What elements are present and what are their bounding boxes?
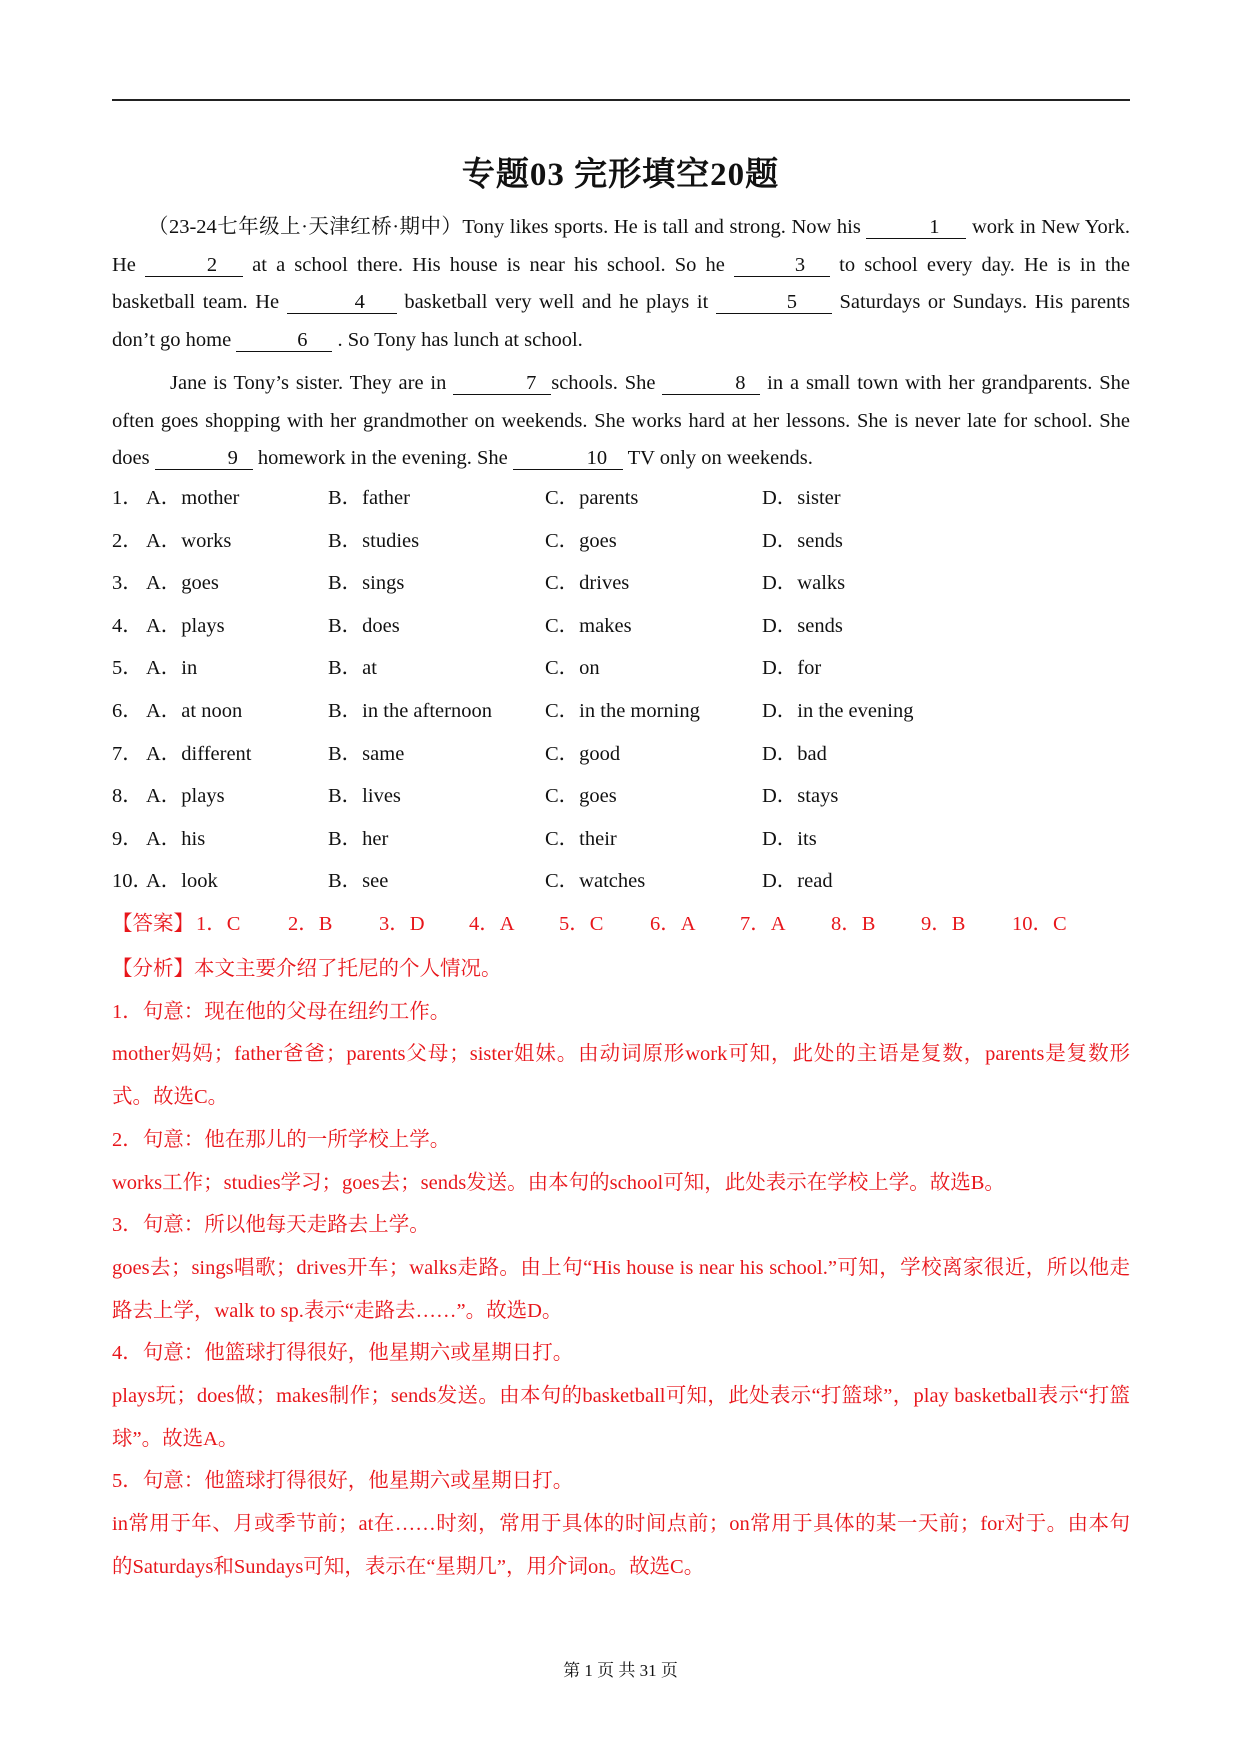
answer-label: 【答案】 (112, 913, 194, 935)
page-footer: 第 1 页 共 31 页 (563, 1661, 678, 1680)
option-b: B．see (328, 870, 389, 893)
option-c: C．their (545, 827, 617, 850)
option-d: D．in the evening (762, 699, 914, 722)
option-a: A．in (146, 657, 198, 680)
question-number: 3． (112, 572, 143, 595)
passage-text: to school every day. He is in the basketball team. He (112, 253, 1130, 313)
blank-5: 5 (716, 291, 832, 314)
passage-text: in a small town with her grandparents. She often goes shopping with her grandmother on weekends. She works hard at her lessons. She is never late for school. She does (112, 372, 1131, 469)
answer-item: 8．B (831, 913, 876, 935)
option-row (112, 480, 1130, 523)
passage-paragraph-2 (112, 365, 1130, 478)
passage-text: at a school there. His house is near his school. So he (243, 253, 735, 276)
answer-item: 3．D (379, 913, 425, 935)
option-d: D．stays (762, 785, 839, 808)
option-row (112, 608, 1130, 651)
option-row (112, 863, 1130, 906)
option-d: D．walks (762, 572, 846, 595)
blank-6: 6 (236, 329, 332, 352)
options-list (112, 480, 1130, 906)
answer-item: 9．B (921, 913, 966, 935)
question-number: 7． (112, 742, 143, 765)
answer-item: 7．A (740, 913, 786, 935)
explanation-section (112, 948, 1130, 1589)
question-number: 8． (112, 785, 143, 808)
option-row (112, 693, 1130, 736)
option-b: B．her (328, 827, 389, 850)
option-b: B．same (328, 742, 405, 765)
blank-4: 4 (287, 291, 397, 314)
blank-7: 7 (453, 372, 551, 395)
option-a: A．plays (146, 785, 225, 808)
option-c: C．watches (545, 870, 646, 893)
option-d: D．for (762, 657, 822, 680)
option-c: C．drives (545, 572, 630, 595)
option-d: D．read (762, 870, 833, 893)
option-b: B．father (328, 487, 410, 509)
option-row (112, 523, 1130, 566)
answer-item: 5．C (559, 913, 604, 935)
explanation-sentence: 2．句意：他在那儿的一所学校上学。 (112, 1128, 451, 1151)
option-c: C．parents (545, 487, 639, 509)
option-row (112, 736, 1130, 779)
explanation-detail: goes去；sings唱歌；drives开车；walks走路。由上句“His house is near his school.”可知，学校离家很近，所以他走路去上学，walk to sp.表示“走路去……”。故选D。 (112, 1256, 1130, 1322)
option-d: D．sister (762, 487, 841, 509)
explanation-detail: plays玩；does做；makes制作；sends发送。由本句的basketball可知，此处表示“打篮球”，play basketball表示“打篮球”。故选A。 (112, 1385, 1130, 1450)
option-c: C．in the morning (545, 699, 700, 722)
option-c: C．makes (545, 614, 632, 637)
explanation-detail: works工作；studies学习；goes去；sends发送。由本句的school可知，此处表示在学校上学。故选B。 (112, 1171, 1005, 1194)
explanation-sentence: 1．句意：现在他的父母在纽约工作。 (112, 1000, 451, 1023)
answer-item: 1．C (196, 913, 241, 935)
option-c: C．on (545, 657, 600, 680)
option-row (112, 565, 1130, 608)
passage-text: Jane is Tony’s sister. They are in (170, 372, 454, 394)
passage-text: （23-24七年级上·天津红桥·期中）Tony likes sports. He is tall and strong. Now his (148, 216, 867, 238)
option-b: B．lives (328, 785, 401, 808)
option-b: B．in the afternoon (328, 699, 492, 722)
passage-text: Saturdays or Sundays. His parents don’t go home (112, 291, 1130, 351)
option-d: D．sends (762, 614, 843, 637)
explanation-detail: mother妈妈；father爸爸；parents父母；sister姐妹。由动词原形work可知，此处的主语是复数，parents是复数形式。故选C。 (112, 1043, 1130, 1109)
passage-text: . So Tony has lunch at school. (332, 328, 583, 351)
question-number: 6． (112, 699, 143, 722)
blank-3: 3 (734, 254, 830, 277)
option-c: C．goes (545, 529, 617, 552)
option-a: A．look (146, 870, 218, 893)
option-b: B．does (328, 614, 400, 637)
blank-9: 9 (155, 447, 253, 470)
question-number: 9． (112, 827, 143, 850)
answer-item: 6．A (650, 913, 696, 935)
passage-text: schools. She (551, 372, 663, 394)
option-c: C．goes (545, 785, 617, 808)
question-number: 1． (112, 487, 143, 509)
option-b: B．sings (328, 572, 405, 595)
explanation-sentence: 3．句意：所以他每天走路去上学。 (112, 1214, 430, 1237)
option-a: A．different (146, 742, 252, 765)
explanation-analysis: 【分析】本文主要介绍了托尼的个人情况。 (112, 958, 502, 980)
blank-2: 2 (145, 254, 243, 277)
answer-item: 10．C (1012, 913, 1067, 935)
passage-text: work in New York. He (112, 216, 1130, 276)
option-a: A．his (146, 827, 206, 850)
question-number: 2． (112, 529, 143, 552)
option-a: A．plays (146, 614, 225, 637)
question-number: 10． (112, 870, 153, 893)
option-row (112, 778, 1130, 821)
answer-item: 2．B (288, 913, 333, 935)
option-row (112, 650, 1130, 693)
blank-1: 1 (866, 216, 966, 239)
option-d: D．its (762, 827, 817, 850)
option-a: A．works (146, 529, 232, 552)
option-b: B．at (328, 657, 377, 680)
question-number: 4． (112, 614, 143, 637)
option-row (112, 821, 1130, 864)
passage-text: homework in the evening. She (252, 447, 513, 469)
option-d: D．bad (762, 742, 827, 765)
answer-item: 4．A (469, 913, 515, 935)
option-a: A．mother (146, 487, 240, 509)
page-title: 专题03 完形填空20题 (461, 157, 780, 193)
explanation-sentence: 4．句意：他篮球打得很好，他星期六或星期日打。 (112, 1342, 574, 1365)
passage-text: basketball very well and he plays it (396, 291, 716, 313)
option-a: A．at noon (146, 699, 243, 722)
explanation-sentence: 5．句意：他篮球打得很好，他星期六或星期日打。 (112, 1470, 574, 1493)
passage-text: TV only on weekends. (622, 447, 813, 469)
blank-10: 10 (513, 447, 623, 470)
option-d: D．sends (762, 529, 843, 552)
option-c: C．good (545, 742, 621, 765)
question-number: 5． (112, 657, 143, 680)
explanation-detail: in常用于年、月或季节前；at在……时刻，常用于具体的时间点前；on常用于具体的某一天前；for对于。由本句的Saturdays和Sundays可知，表示在“星期几”，用介词on。故选C。 (112, 1513, 1130, 1578)
header-rule (112, 99, 1130, 101)
option-a: A．goes (146, 572, 219, 595)
option-b: B．studies (328, 529, 420, 552)
blank-8: 8 (662, 372, 760, 395)
passage-paragraph-1 (112, 209, 1130, 359)
